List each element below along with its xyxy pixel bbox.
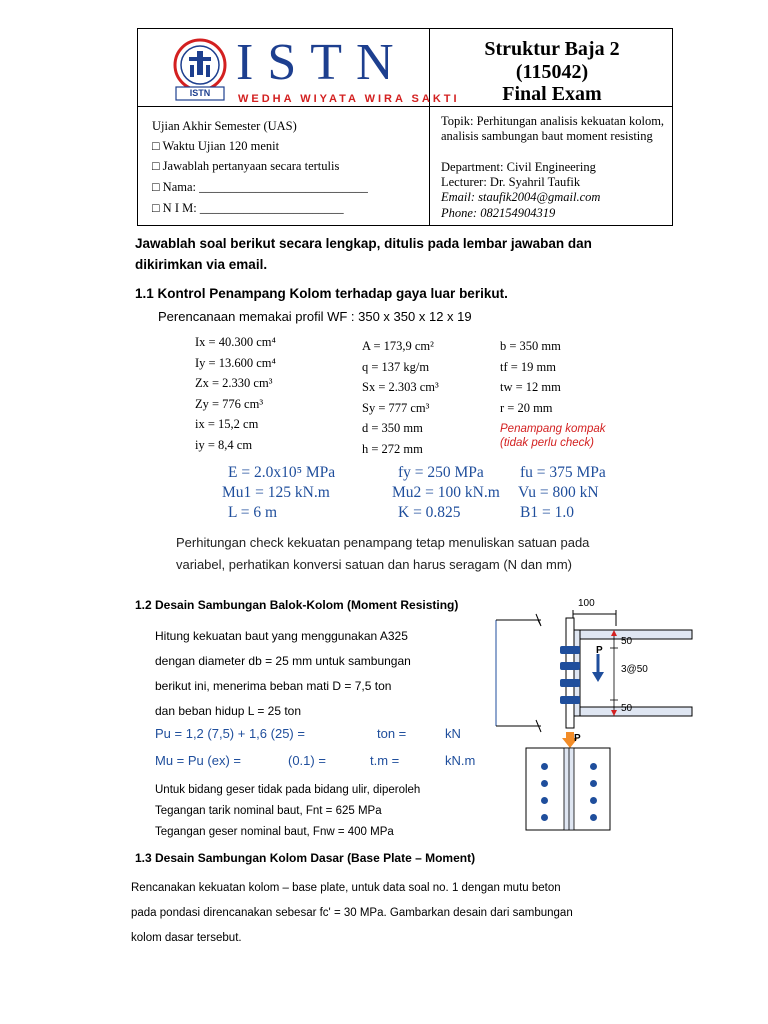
check-note-line-2: variabel, perhatikan konversi satuan dan harus seragam (N dan mm) [176,557,572,572]
bolt-hole [590,780,597,787]
section-3-text [131,876,573,951]
prop-h: h = 272 mm [362,441,423,456]
exam-title: Final Exam [502,83,602,105]
bolt-hole [590,797,597,804]
course-title: Struktur Baja 2 [484,38,620,60]
prop-area: A = 173,9 cm² [362,339,434,353]
param-b1: B1 = 1.0 [520,504,574,521]
dim-top-label: 100 [578,598,595,609]
prop-sy: Sy = 777 cm³ [362,400,430,415]
prop-tw: tw = 12 mm [500,380,561,394]
s3-line-1: Rencanakan kekuatan kolom – base plate, untuk data soal no. 1 dengan mutu beton [131,882,561,894]
check-note-line-1: Perhitungan check kekuatan penampang tetap menuliskan satuan pada [176,535,590,550]
header-divider-vertical [429,29,430,226]
properties-col-2 [362,336,439,459]
check-note [176,532,589,576]
emblem-label: ISTN [189,88,211,98]
answer-instruction: □ Jawablah pertanyaan secara tertulis [152,159,340,173]
logo-wordmark: ISTN [236,34,408,91]
exam-duration: □ Waktu Ujian 120 menit [152,139,280,153]
prop-depth: d = 350 mm [362,421,423,435]
dim-spacing-label: 3@50 [621,664,648,675]
section-2-text [155,624,411,724]
section-3-heading: 1.3 Desain Sambungan Kolom Dasar (Base Plate – Moment) [135,851,476,865]
compact-note-line-2: (tidak perlu check) [500,437,594,449]
prop-rx: ix = 15,2 cm [195,417,259,431]
section-1-heading: 1.1 Kontrol Penampang Kolom terhadap gaya luar berikut. [135,286,508,301]
param-mu2: Mu2 = 100 kN.m [392,484,500,501]
topic-text: Topik: Perhitungan analisis kekuatan kolom, analisis sambungan baut moment resisting [441,114,665,143]
prop-r: r = 20 mm [500,400,553,415]
s2-line-4: dan beban hidup L = 25 ton [155,704,302,718]
prop-ry: iy = 8,4 cm [195,437,253,452]
prop-sx: Sx = 2.303 cm³ [362,380,439,394]
profile-spec: Perencanaan memakai profil WF : 350 x 350 x 12 x 19 [158,309,472,324]
s3-line-2: pada pondasi direncanakan sebesar fc' = 30 MPa. Gambarkan desain dari sambungan [131,907,573,919]
mu-tm: t.m = [370,753,400,768]
bolt-hole [590,814,597,821]
mu-knm: kN.m [445,753,476,768]
mu-ecc: (0.1) = [288,753,326,768]
nim-field: □ N I M: _______________________ [152,201,344,215]
prop-zx: Zx = 2.330 cm³ [195,376,273,390]
properties-col-3 [500,336,561,418]
dim-50-top-label: 50 [621,636,633,647]
param-fu: fu = 375 MPa [520,464,606,481]
param-fy: fy = 250 MPa [398,464,484,481]
prop-weight: q = 137 kg/m [362,359,430,374]
email-text: Email: staufik2004@gmail.com [441,190,601,204]
shear-info [155,780,420,843]
s2-line-1: Hitung kekuatan baut yang menggunakan A325 [155,629,408,643]
param-e: E = 2.0x10⁵ MPa [228,464,336,481]
shear-line-1: Untuk bidang geser tidak pada bidang ulir, diperoleh [155,784,421,796]
section-2-heading: 1.2 Desain Sambungan Balok-Kolom (Moment Resisting) [135,598,459,612]
bolt-hole [541,780,548,787]
header-divider-horizontal [138,106,673,107]
phone-text: Phone: 082154904319 [441,206,556,220]
load-p-label: P [596,645,603,656]
param-mu1: Mu1 = 125 kN.m [222,484,330,501]
pu-ton: ton = [377,726,407,741]
param-vu: Vu = 800 kN [518,484,599,501]
department-text: Department: Civil Engineering [441,160,596,174]
properties-col-1 [195,332,276,455]
prop-ix: Ix = 40.300 cm⁴ [195,335,276,349]
bolt-hole [541,797,548,804]
s2-line-3: berikut ini, menerima beban mati D = 7,5 ton [155,679,392,693]
load-p-label-2: P [574,733,581,744]
shear-line-3: Tegangan geser nominal baut, Fnw = 400 MPa [155,826,394,838]
course-code: (115042) [515,61,589,83]
intro-instruction: Jawablah soal berikut secara lengkap, ditulis pada lembar jawaban dan dikirimkan via email. [135,236,592,272]
pu-formula: Pu = 1,2 (7,5) + 1,6 (25) = [155,726,305,741]
prop-iy: Iy = 13.600 cm⁴ [195,355,276,370]
header-table [137,28,673,226]
prop-tf: tf = 19 mm [500,359,557,374]
bolt-hole [590,763,597,770]
name-field: □ Nama: ___________________________ [152,180,368,194]
compact-note [500,422,605,450]
compact-note-line-1: Penampang kompak [500,423,606,435]
s3-line-3: kolom dasar tersebut. [131,932,242,944]
bolt-hole [541,763,548,770]
param-k: K = 0.825 [398,504,461,521]
dim-50-bottom-label: 50 [621,703,633,714]
bolt-hole [541,814,548,821]
s2-line-2: dengan diameter db = 25 mm untuk sambungan [155,654,411,668]
shear-line-2: Tegangan tarik nominal baut, Fnt = 625 MPa [155,805,382,817]
exam-type: Ujian Akhir Semester (UAS) [152,119,297,133]
prop-zy: Zy = 776 cm³ [195,396,264,411]
param-l: L = 6 m [228,504,278,521]
mu-formula: Mu = Pu (ex) = [155,753,241,768]
lecturer-text: Lecturer: Dr. Syahril Taufik [441,175,581,189]
prop-width: b = 350 mm [500,339,561,353]
pu-kn: kN [445,726,461,741]
logo-tagline: WEDHA WIYATA WIRA SAKTI [238,93,460,105]
